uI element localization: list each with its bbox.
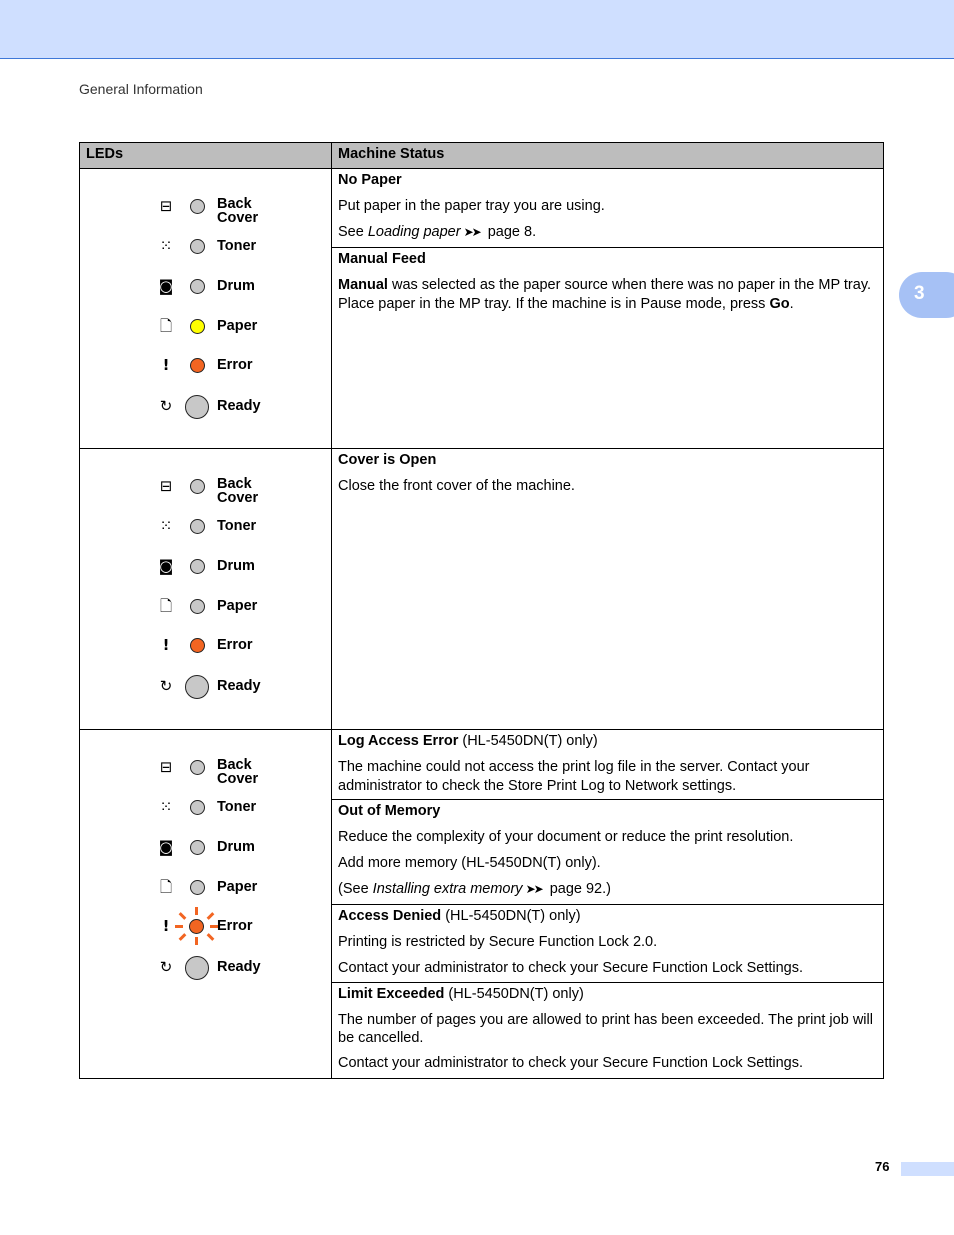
led-label: Paper — [217, 318, 258, 334]
table-row — [80, 730, 884, 1079]
led-label: Drum — [217, 839, 255, 855]
led-back-cover — [80, 752, 330, 787]
led-label: Back Cover — [217, 476, 259, 506]
led-indicator — [190, 319, 205, 334]
blink-ray — [195, 907, 198, 915]
status-text: Add more memory (HL-5450DN(T) only). — [338, 855, 601, 871]
status-cell — [332, 730, 884, 1079]
led-label: Paper — [217, 879, 258, 895]
led-toner — [80, 511, 330, 541]
status-cell — [332, 169, 884, 449]
status-text: The number of pages you are allowed to print has been exceeded. The print job will be cancelled. — [338, 1012, 873, 1046]
chapter-tab — [899, 272, 954, 318]
led-label: Error — [217, 918, 253, 934]
power-icon: ↻ — [159, 677, 173, 695]
col-header-status: Machine Status — [332, 143, 884, 169]
led-toner — [80, 231, 330, 261]
exclamation-icon: ! — [162, 356, 170, 374]
status-text: Printing is restricted by Secure Function Lock 2.0. — [338, 934, 658, 950]
blink-ray — [179, 912, 187, 920]
led-indicator — [190, 479, 205, 494]
status-title: Cover is Open — [338, 452, 437, 468]
chapter-number: 3 — [914, 283, 925, 304]
status-text: (See Installing extra memory ➤➤ page 92.) — [338, 881, 611, 897]
drum-icon: ◙ — [158, 277, 174, 295]
toner-icon: ⁙ — [159, 798, 173, 816]
status-title: Out of Memory — [338, 803, 441, 819]
led-label: Back Cover — [217, 196, 259, 226]
led-panel — [80, 449, 331, 728]
led-label: Ready — [217, 398, 261, 414]
led-indicator — [190, 840, 205, 855]
status-text: Close the front cover of the machine. — [338, 478, 575, 494]
back-cover-icon: ⊟ — [159, 197, 173, 215]
led-label: Toner — [217, 238, 257, 254]
status-text: Put paper in the paper tray you are using. — [338, 198, 605, 214]
led-panel — [80, 730, 331, 1077]
section-title: General Information — [79, 81, 203, 97]
status-title: Limit Exceeded — [338, 986, 445, 1002]
table-header-row — [80, 143, 884, 169]
led-indicator — [190, 880, 205, 895]
led-indicator — [190, 638, 205, 653]
led-error-blinking — [80, 911, 330, 941]
led-label: Drum — [217, 558, 255, 574]
led-label: Back Cover — [217, 757, 259, 787]
led-back-cover — [80, 191, 330, 226]
status-title: Log Access Error — [338, 733, 459, 749]
footer-band — [901, 1162, 954, 1176]
led-ready — [80, 391, 330, 421]
status-text: See Loading paper ➤➤ page 8. — [338, 224, 537, 240]
drum-icon: ◙ — [158, 838, 174, 856]
paper-icon: 🗋 — [159, 317, 173, 335]
status-title: Access Denied — [338, 908, 442, 924]
led-indicator — [185, 675, 209, 699]
exclamation-icon: ! — [162, 917, 170, 935]
status-text: Manual was selected as the paper source when there was no paper in the MP tray. Place paper in the MP tray. If the machine is in Pause mode, press Go. — [338, 277, 872, 312]
led-indicator — [190, 599, 205, 614]
led-indicator — [189, 919, 204, 934]
status-cell — [332, 449, 884, 730]
led-back-cover — [80, 471, 330, 506]
status-text: Reduce the complexity of your document or reduce the print resolution. — [338, 829, 794, 845]
led-error — [80, 350, 330, 380]
led-label: Paper — [217, 598, 258, 614]
back-cover-icon: ⊟ — [159, 477, 173, 495]
paper-icon: 🗋 — [159, 878, 173, 896]
table-row — [80, 449, 884, 730]
led-label: Error — [217, 637, 253, 653]
led-paper — [80, 872, 330, 902]
status-text: Contact your administrator to check your Secure Function Lock Settings. — [338, 1055, 804, 1071]
led-indicator — [190, 199, 205, 214]
status-title-line: Log Access Error (HL-5450DN(T) only) — [338, 733, 598, 749]
status-block — [332, 248, 883, 318]
led-drum — [80, 271, 330, 301]
led-panel — [80, 169, 331, 447]
led-indicator — [190, 800, 205, 815]
led-ready — [80, 671, 330, 701]
blink-ray — [207, 912, 215, 920]
col-header-leds: LEDs — [80, 143, 332, 169]
drum-icon: ◙ — [158, 557, 174, 575]
led-ready — [80, 952, 330, 982]
cross-reference-link[interactable]: Installing extra memory — [372, 881, 523, 897]
led-label: Toner — [217, 518, 257, 534]
paper-icon: 🗋 — [159, 597, 173, 615]
blink-ray — [179, 933, 187, 941]
led-label: Ready — [217, 959, 261, 975]
status-block — [332, 983, 883, 1077]
status-block — [332, 169, 883, 248]
status-title: Manual Feed — [338, 251, 426, 267]
table-row — [80, 169, 884, 449]
status-block — [332, 905, 883, 983]
led-indicator — [190, 358, 205, 373]
back-cover-icon: ⊟ — [159, 758, 173, 776]
cross-reference-link[interactable]: Loading paper — [367, 224, 461, 240]
power-icon: ↻ — [159, 397, 173, 415]
double-arrow-icon: ➤➤ — [525, 882, 542, 896]
led-label: Ready — [217, 678, 261, 694]
power-icon: ↻ — [159, 958, 173, 976]
status-title-line: Limit Exceeded (HL-5450DN(T) only) — [338, 986, 584, 1002]
led-cell — [80, 169, 332, 449]
double-arrow-icon: ➤➤ — [463, 225, 480, 239]
led-status-table — [79, 142, 884, 1079]
toner-icon: ⁙ — [159, 237, 173, 255]
status-text: Contact your administrator to check your Secure Function Lock Settings. — [338, 960, 804, 976]
led-cell — [80, 449, 332, 730]
blink-ray — [207, 933, 215, 941]
status-title-line: Access Denied (HL-5450DN(T) only) — [338, 908, 581, 924]
status-block — [332, 449, 883, 500]
page-number: 76 — [875, 1159, 890, 1174]
status-block — [332, 730, 883, 800]
blink-ray — [195, 937, 198, 945]
led-error — [80, 630, 330, 660]
led-drum — [80, 832, 330, 862]
led-indicator — [190, 760, 205, 775]
led-indicator — [185, 956, 209, 980]
led-label: Toner — [217, 799, 257, 815]
led-indicator — [185, 395, 209, 419]
led-indicator — [190, 559, 205, 574]
led-cell — [80, 730, 332, 1079]
led-label: Error — [217, 357, 253, 373]
exclamation-icon: ! — [162, 636, 170, 654]
status-block — [332, 800, 883, 905]
led-indicator — [190, 519, 205, 534]
led-indicator — [190, 239, 205, 254]
led-drum — [80, 551, 330, 581]
led-paper — [80, 591, 330, 621]
led-label: Drum — [217, 278, 255, 294]
status-title: No Paper — [338, 172, 402, 188]
status-text: The machine could not access the print log file in the server. Contact your administrator to check the Store Print Log to Network settings. — [338, 759, 810, 794]
blink-ray — [175, 925, 183, 928]
led-toner — [80, 792, 330, 822]
toner-icon: ⁙ — [159, 517, 173, 535]
led-indicator — [190, 279, 205, 294]
header-band — [0, 0, 954, 59]
led-paper — [80, 311, 330, 341]
